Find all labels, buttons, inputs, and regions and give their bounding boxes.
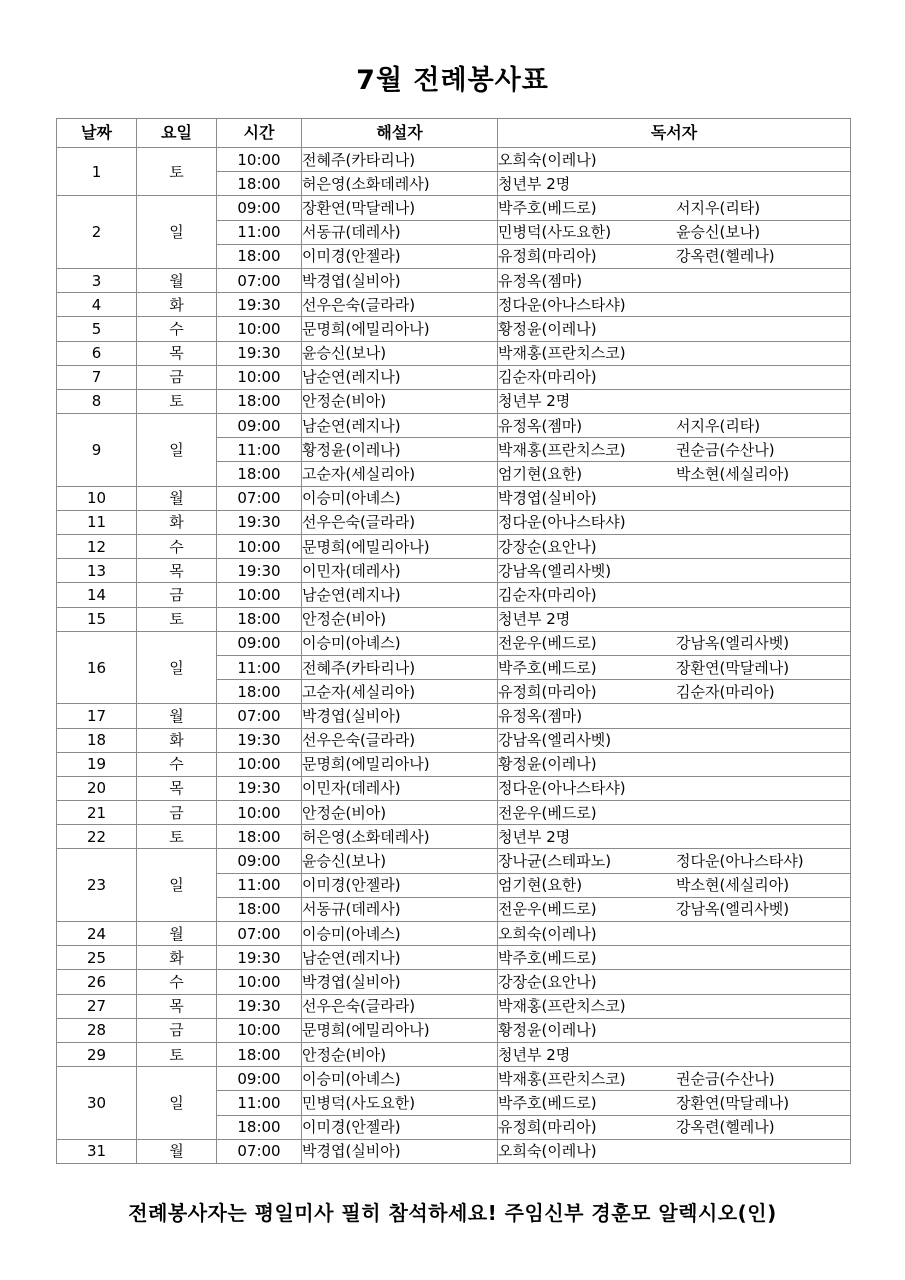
table-row: [57, 389, 851, 413]
time-cell: 09:00: [217, 196, 302, 220]
readers-cell: [498, 776, 851, 800]
commentator-cell: 선우은숙(글라라): [302, 510, 498, 534]
readers-cell: [498, 148, 851, 172]
time-cell: 19:30: [217, 293, 302, 317]
commentator-cell: 문명희(에밀리아나): [302, 752, 498, 776]
time-cell: 07:00: [217, 268, 302, 292]
weekday-cell: 토: [137, 389, 217, 413]
schedule-table: [56, 118, 851, 1164]
table-row: [57, 970, 851, 994]
table-row: [57, 922, 851, 946]
schedule-body: [57, 148, 851, 1164]
readers-cell: [498, 559, 851, 583]
reader-name: 장환연(막달레나): [676, 658, 790, 677]
reader-name: 황정윤(이레나): [498, 319, 597, 338]
reader-name: 전운우(베드로): [498, 900, 597, 919]
date-cell: 20: [57, 776, 137, 800]
date-cell: 23: [57, 849, 137, 922]
table-row: [57, 704, 851, 728]
reader-name: 박소현(세실리아): [676, 876, 790, 895]
time-cell: 11:00: [217, 873, 302, 897]
time-cell: 18:00: [217, 462, 302, 486]
time-cell: 10:00: [217, 365, 302, 389]
table-row: [57, 486, 851, 510]
date-cell: 15: [57, 607, 137, 631]
header-day: 요일: [137, 119, 217, 148]
reader-name: 장나균(스테파노): [498, 852, 612, 871]
readers-cell: [498, 220, 851, 244]
time-cell: 18:00: [217, 897, 302, 921]
weekday-cell: 월: [137, 704, 217, 728]
readers-cell: [498, 631, 851, 655]
reader-name: 박소현(세실리아): [676, 465, 790, 484]
readers-cell: [498, 607, 851, 631]
table-row: [57, 849, 851, 873]
readers-cell: [498, 946, 851, 970]
date-cell: 21: [57, 801, 137, 825]
date-cell: 5: [57, 317, 137, 341]
commentator-cell: 남순연(레지나): [302, 365, 498, 389]
time-cell: 10:00: [217, 535, 302, 559]
time-cell: 07:00: [217, 704, 302, 728]
table-row: [57, 1018, 851, 1042]
reader-name: 강옥련(헬레나): [676, 247, 775, 266]
commentator-cell: 안정순(비아): [302, 1042, 498, 1066]
weekday-cell: 토: [137, 1042, 217, 1066]
reader-name: 유정옥(젬마): [498, 271, 583, 290]
date-cell: 11: [57, 510, 137, 534]
reader-name: 정다운(아나스타샤): [498, 779, 626, 798]
reader-name: 강남옥(엘리사벳): [676, 634, 790, 653]
reader-name: 유정희(마리아): [498, 1118, 597, 1137]
time-cell: 10:00: [217, 317, 302, 341]
weekday-cell: 화: [137, 728, 217, 752]
weekday-cell: 수: [137, 317, 217, 341]
reader-name: 엄기현(요한): [498, 876, 583, 895]
commentator-cell: 문명희(에밀리아나): [302, 1018, 498, 1042]
commentator-cell: 남순연(레지나): [302, 946, 498, 970]
date-cell: 2: [57, 196, 137, 269]
weekday-cell: 토: [137, 148, 217, 196]
time-cell: 07:00: [217, 486, 302, 510]
commentator-cell: 선우은숙(글라라): [302, 994, 498, 1018]
table-row: [57, 752, 851, 776]
time-cell: 11:00: [217, 1091, 302, 1115]
date-cell: 14: [57, 583, 137, 607]
time-cell: 11:00: [217, 220, 302, 244]
commentator-cell: 이미경(안젤라): [302, 244, 498, 268]
weekday-cell: 수: [137, 535, 217, 559]
time-cell: 18:00: [217, 607, 302, 631]
time-cell: 10:00: [217, 148, 302, 172]
date-cell: 4: [57, 293, 137, 317]
readers-cell: [498, 1067, 851, 1091]
commentator-cell: 이미경(안젤라): [302, 873, 498, 897]
date-cell: 22: [57, 825, 137, 849]
reader-name: 정다운(아나스타샤): [498, 295, 626, 314]
date-cell: 19: [57, 752, 137, 776]
time-cell: 10:00: [217, 583, 302, 607]
commentator-cell: 이승미(아녜스): [302, 922, 498, 946]
time-cell: 19:30: [217, 510, 302, 534]
time-cell: 18:00: [217, 172, 302, 196]
readers-cell: [498, 414, 851, 438]
commentator-cell: 박경엽(실비아): [302, 970, 498, 994]
commentator-cell: 서동규(데레사): [302, 897, 498, 921]
date-cell: 1: [57, 148, 137, 196]
time-cell: 18:00: [217, 389, 302, 413]
date-cell: 13: [57, 559, 137, 583]
weekday-cell: 금: [137, 365, 217, 389]
readers-cell: [498, 583, 851, 607]
readers-cell: [498, 655, 851, 679]
table-row: [57, 317, 851, 341]
readers-cell: [498, 728, 851, 752]
time-cell: 07:00: [217, 922, 302, 946]
reader-name: 박주호(베드로): [498, 198, 597, 217]
table-row: [57, 1139, 851, 1163]
reader-name: 청년부 2명: [498, 392, 571, 411]
table-row: [57, 559, 851, 583]
commentator-cell: 문명희(에밀리아나): [302, 535, 498, 559]
reader-name: 청년부 2명: [498, 174, 571, 193]
time-cell: 09:00: [217, 849, 302, 873]
date-cell: 3: [57, 268, 137, 292]
table-row: [57, 365, 851, 389]
weekday-cell: 화: [137, 510, 217, 534]
time-cell: 18:00: [217, 244, 302, 268]
commentator-cell: 이민자(데레사): [302, 776, 498, 800]
date-cell: 28: [57, 1018, 137, 1042]
readers-cell: [498, 825, 851, 849]
reader-name: 전운우(베드로): [498, 634, 597, 653]
reader-name: 강남옥(엘리사벳): [676, 900, 790, 919]
table-row: [57, 583, 851, 607]
weekday-cell: 일: [137, 1067, 217, 1140]
footer-notice: 전례봉사자는 평일미사 필히 참석하세요! 주임신부 경훈모 알렉시오(인): [128, 1201, 777, 1225]
weekday-cell: 금: [137, 801, 217, 825]
reader-name: 정다운(아나스타샤): [498, 513, 626, 532]
commentator-cell: 서동규(데레사): [302, 220, 498, 244]
reader-name: 강장순(요안나): [498, 972, 597, 991]
commentator-cell: 황정윤(이레나): [302, 438, 498, 462]
time-cell: 07:00: [217, 1139, 302, 1163]
weekday-cell: 일: [137, 849, 217, 922]
reader-name: 청년부 2명: [498, 610, 571, 629]
reader-name: 황정윤(이레나): [498, 755, 597, 774]
table-row: [57, 825, 851, 849]
commentator-cell: 허은영(소화데레사): [302, 172, 498, 196]
reader-name: 권순금(수산나): [676, 1069, 775, 1088]
reader-name: 김순자(마리아): [498, 585, 597, 604]
reader-name: 강옥련(헬레나): [676, 1118, 775, 1137]
table-row: [57, 801, 851, 825]
readers-cell: [498, 438, 851, 462]
time-cell: 18:00: [217, 1115, 302, 1139]
readers-cell: [498, 1042, 851, 1066]
reader-name: 오희숙(이레나): [498, 150, 597, 169]
reader-name: 청년부 2명: [498, 1045, 571, 1064]
weekday-cell: 월: [137, 1139, 217, 1163]
commentator-cell: 이미경(안젤라): [302, 1115, 498, 1139]
weekday-cell: 일: [137, 196, 217, 269]
commentator-cell: 남순연(레지나): [302, 583, 498, 607]
reader-name: 유정옥(젬마): [498, 416, 583, 435]
commentator-cell: 전혜주(카타리나): [302, 655, 498, 679]
reader-name: 박주호(베드로): [498, 1093, 597, 1112]
time-cell: 09:00: [217, 631, 302, 655]
reader-name: 강남옥(엘리사벳): [498, 731, 612, 750]
reader-name: 서지우(리타): [676, 416, 761, 435]
readers-cell: [498, 268, 851, 292]
weekday-cell: 목: [137, 559, 217, 583]
commentator-cell: 윤승신(보나): [302, 341, 498, 365]
time-cell: 11:00: [217, 655, 302, 679]
readers-cell: [498, 801, 851, 825]
readers-cell: [498, 680, 851, 704]
reader-name: 박경엽(실비아): [498, 489, 597, 508]
weekday-cell: 월: [137, 268, 217, 292]
commentator-cell: 안정순(비아): [302, 389, 498, 413]
readers-cell: [498, 172, 851, 196]
readers-cell: [498, 704, 851, 728]
readers-cell: [498, 244, 851, 268]
commentator-cell: 이승미(아녜스): [302, 1067, 498, 1091]
reader-name: 박주호(베드로): [498, 948, 597, 967]
table-row: [57, 148, 851, 172]
weekday-cell: 목: [137, 994, 217, 1018]
header-commentator: 해설자: [302, 119, 498, 148]
commentator-cell: 안정순(비아): [302, 801, 498, 825]
reader-name: 김순자(마리아): [498, 368, 597, 387]
reader-name: 오희숙(이레나): [498, 924, 597, 943]
commentator-cell: 박경엽(실비아): [302, 1139, 498, 1163]
table-row: [57, 1042, 851, 1066]
header-readers: 독서자: [498, 119, 851, 148]
weekday-cell: 금: [137, 583, 217, 607]
table-row: [57, 535, 851, 559]
commentator-cell: 고순자(세실리아): [302, 462, 498, 486]
reader-name: 강남옥(엘리사벳): [498, 561, 612, 580]
weekday-cell: 수: [137, 970, 217, 994]
reader-name: 서지우(리타): [676, 198, 761, 217]
commentator-cell: 선우은숙(글라라): [302, 728, 498, 752]
time-cell: 19:30: [217, 994, 302, 1018]
readers-cell: [498, 462, 851, 486]
reader-name: 민병덕(사도요한): [498, 223, 612, 242]
header-time: 시간: [217, 119, 302, 148]
readers-cell: [498, 994, 851, 1018]
weekday-cell: 일: [137, 631, 217, 704]
weekday-cell: 토: [137, 607, 217, 631]
reader-name: 박재홍(프란치스코): [498, 1069, 626, 1088]
header-date: 날짜: [57, 119, 137, 148]
commentator-cell: 안정순(비아): [302, 607, 498, 631]
time-cell: 10:00: [217, 970, 302, 994]
date-cell: 9: [57, 414, 137, 487]
date-cell: 31: [57, 1139, 137, 1163]
commentator-cell: 윤승신(보나): [302, 849, 498, 873]
table-row: [57, 196, 851, 220]
commentator-cell: 박경엽(실비아): [302, 268, 498, 292]
weekday-cell: 화: [137, 293, 217, 317]
readers-cell: [498, 849, 851, 873]
date-cell: 8: [57, 389, 137, 413]
time-cell: 18:00: [217, 680, 302, 704]
reader-name: 윤승신(보나): [676, 223, 761, 242]
date-cell: 18: [57, 728, 137, 752]
reader-name: 정다운(아나스타샤): [676, 852, 804, 871]
weekday-cell: 월: [137, 922, 217, 946]
commentator-cell: 이승미(아녜스): [302, 486, 498, 510]
commentator-cell: 고순자(세실리아): [302, 680, 498, 704]
header-row: [57, 119, 851, 148]
table-row: [57, 994, 851, 1018]
commentator-cell: 허은영(소화데레사): [302, 825, 498, 849]
commentator-cell: 장환연(막달레나): [302, 196, 498, 220]
time-cell: 11:00: [217, 438, 302, 462]
readers-cell: [498, 752, 851, 776]
time-cell: 19:30: [217, 728, 302, 752]
weekday-cell: 목: [137, 776, 217, 800]
date-cell: 29: [57, 1042, 137, 1066]
weekday-cell: 목: [137, 341, 217, 365]
readers-cell: [498, 486, 851, 510]
weekday-cell: 수: [137, 752, 217, 776]
time-cell: 18:00: [217, 1042, 302, 1066]
weekday-cell: 토: [137, 825, 217, 849]
time-cell: 09:00: [217, 1067, 302, 1091]
reader-name: 권순금(수산나): [676, 440, 775, 459]
readers-cell: [498, 365, 851, 389]
table-row: [57, 607, 851, 631]
table-row: [57, 1067, 851, 1091]
time-cell: 10:00: [217, 752, 302, 776]
reader-name: 황정윤(이레나): [498, 1021, 597, 1040]
table-row: [57, 414, 851, 438]
readers-cell: [498, 389, 851, 413]
commentator-cell: 남순연(레지나): [302, 414, 498, 438]
weekday-cell: 화: [137, 946, 217, 970]
commentator-cell: 선우은숙(글라라): [302, 293, 498, 317]
time-cell: 18:00: [217, 825, 302, 849]
reader-name: 박재홍(프란치스코): [498, 997, 626, 1016]
commentator-cell: 이민자(데레사): [302, 559, 498, 583]
time-cell: 19:30: [217, 341, 302, 365]
date-cell: 7: [57, 365, 137, 389]
date-cell: 26: [57, 970, 137, 994]
date-cell: 17: [57, 704, 137, 728]
reader-name: 박주호(베드로): [498, 658, 597, 677]
readers-cell: [498, 1018, 851, 1042]
reader-name: 유정희(마리아): [498, 682, 597, 701]
readers-cell: [498, 1091, 851, 1115]
reader-name: 강장순(요안나): [498, 537, 597, 556]
table-row: [57, 341, 851, 365]
readers-cell: [498, 317, 851, 341]
readers-cell: [498, 922, 851, 946]
table-row: [57, 946, 851, 970]
date-cell: 25: [57, 946, 137, 970]
table-row: [57, 268, 851, 292]
page-title: 7월 전례봉사표: [356, 65, 549, 96]
time-cell: 10:00: [217, 801, 302, 825]
reader-name: 김순자(마리아): [676, 682, 775, 701]
commentator-cell: 이승미(아녜스): [302, 631, 498, 655]
readers-cell: [498, 196, 851, 220]
readers-cell: [498, 510, 851, 534]
date-cell: 27: [57, 994, 137, 1018]
commentator-cell: 박경엽(실비아): [302, 704, 498, 728]
weekday-cell: 월: [137, 486, 217, 510]
reader-name: 유정옥(젬마): [498, 706, 583, 725]
readers-cell: [498, 897, 851, 921]
readers-cell: [498, 970, 851, 994]
readers-cell: [498, 293, 851, 317]
weekday-cell: 일: [137, 414, 217, 487]
readers-cell: [498, 535, 851, 559]
readers-cell: [498, 341, 851, 365]
reader-name: 박재홍(프란치스코): [498, 344, 626, 363]
time-cell: 19:30: [217, 776, 302, 800]
readers-cell: [498, 873, 851, 897]
date-cell: 12: [57, 535, 137, 559]
table-row: [57, 728, 851, 752]
date-cell: 16: [57, 631, 137, 704]
reader-name: 유정희(마리아): [498, 247, 597, 266]
date-cell: 24: [57, 922, 137, 946]
readers-cell: [498, 1139, 851, 1163]
time-cell: 19:30: [217, 559, 302, 583]
date-cell: 10: [57, 486, 137, 510]
reader-name: 전운우(베드로): [498, 803, 597, 822]
table-row: [57, 293, 851, 317]
reader-name: 장환연(막달레나): [676, 1093, 790, 1112]
date-cell: 30: [57, 1067, 137, 1140]
reader-name: 청년부 2명: [498, 827, 571, 846]
time-cell: 10:00: [217, 1018, 302, 1042]
reader-name: 엄기현(요한): [498, 465, 583, 484]
table-row: [57, 510, 851, 534]
commentator-cell: 민병덕(사도요한): [302, 1091, 498, 1115]
date-cell: 6: [57, 341, 137, 365]
time-cell: 19:30: [217, 946, 302, 970]
table-row: [57, 776, 851, 800]
commentator-cell: 전혜주(카타리나): [302, 148, 498, 172]
reader-name: 오희숙(이레나): [498, 1142, 597, 1161]
reader-name: 박재홍(프란치스코): [498, 440, 626, 459]
time-cell: 09:00: [217, 414, 302, 438]
commentator-cell: 문명희(에밀리아나): [302, 317, 498, 341]
table-row: [57, 631, 851, 655]
readers-cell: [498, 1115, 851, 1139]
weekday-cell: 금: [137, 1018, 217, 1042]
